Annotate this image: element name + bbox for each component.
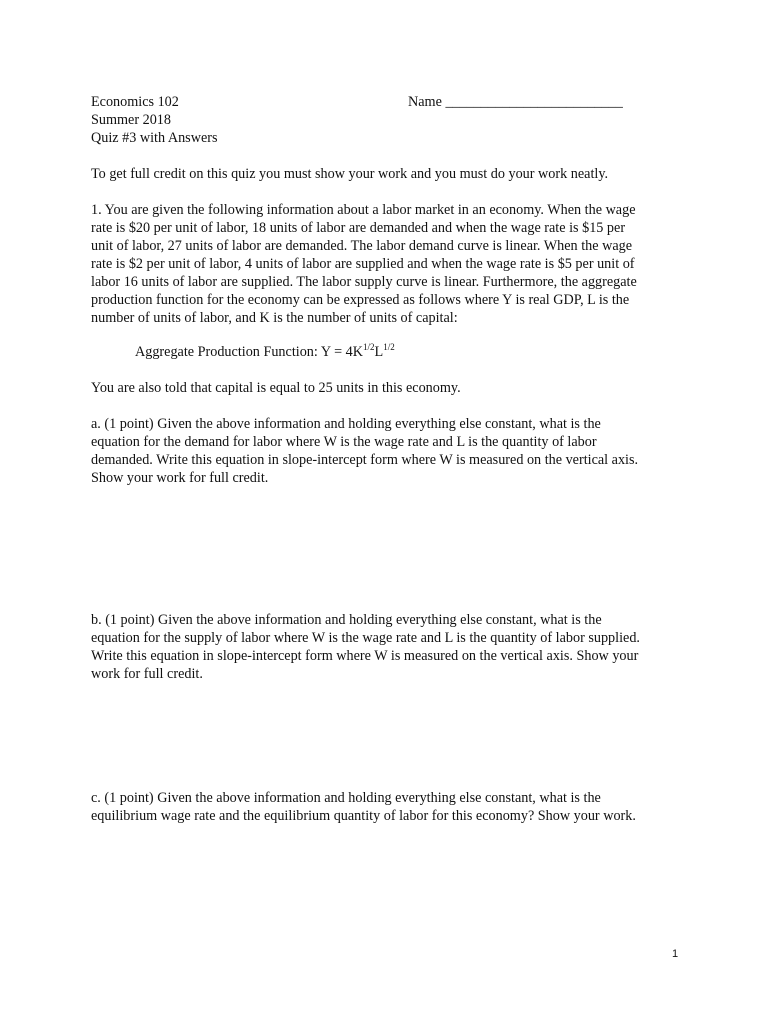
part-b-line: equation for the supply of labor where W is the wage rate and L is the quantity of labor supplied.	[91, 630, 640, 646]
capital-note	[91, 379, 691, 397]
question-1-line: unit of labor, 27 units of labor are demanded. The labor demand curve is linear. When the wage	[91, 238, 633, 254]
formula-exponent-l: 1/2	[383, 342, 395, 352]
part-c-line: c. (1 point) Given the above information and holding everything else constant, what is the	[91, 790, 601, 806]
quiz-title: Quiz #3 with Answers	[91, 130, 218, 146]
question-1-line: rate is $20 per unit of labor, 18 units of labor are demanded and when the wage rate is $15 per	[91, 220, 626, 236]
question-1-line: 1. You are given the following information about a labor market in an economy. When the wage	[91, 202, 636, 218]
part-b	[91, 611, 691, 683]
name-blank[interactable]: _________________________	[445, 94, 623, 110]
question-1-line: labor 16 units of labor are supplied. The labor supply curve is linear. Furthermore, the aggregate	[91, 274, 637, 290]
name-field[interactable]	[408, 93, 623, 111]
formula-labor-symbol: L	[374, 344, 384, 360]
question-1-line: rate is $2 per unit of labor, 4 units of labor are supplied and when the wage rate is $5 per unit of	[91, 256, 635, 272]
instructions-text: To get full credit on this quiz you must show your work and you must do your work neatly.	[91, 166, 609, 182]
part-a-line: demanded. Write this equation in slope-intercept form where W is measured on the vertical axis.	[91, 452, 639, 468]
part-b-line: Write this equation in slope-intercept form where W is measured on the vertical axis. Show your	[91, 648, 639, 664]
page-number: 1	[672, 948, 679, 960]
part-c-line: equilibrium wage rate and the equilibrium quantity of labor for this economy? Show your work.	[91, 808, 636, 824]
part-c	[91, 789, 691, 825]
formula-prefix: Aggregate Production Function: Y = 4K	[135, 344, 364, 360]
term: Summer 2018	[91, 112, 171, 128]
formula-exponent-k: 1/2	[363, 342, 375, 352]
part-a-line: a. (1 point) Given the above information and holding everything else constant, what is the	[91, 416, 601, 432]
part-b-line: work for full credit.	[91, 666, 203, 682]
name-label: Name	[408, 94, 442, 110]
capital-note-text: You are also told that capital is equal to 25 units in this economy.	[91, 380, 461, 396]
instructions	[91, 165, 691, 183]
production-function-formula	[135, 343, 395, 361]
question-1	[91, 201, 691, 327]
course-title: Economics 102	[91, 94, 179, 110]
part-b-line: b. (1 point) Given the above information and holding everything else constant, what is the	[91, 612, 602, 628]
part-a-line: equation for the demand for labor where W is the wage rate and L is the quantity of labor	[91, 434, 597, 450]
part-a	[91, 415, 691, 487]
part-a-line: Show your work for full credit.	[91, 470, 269, 486]
question-1-line: number of units of labor, and K is the number of units of capital:	[91, 310, 458, 326]
question-1-line: production function for the economy can be expressed as follows where Y is real GDP, L is the	[91, 292, 630, 308]
